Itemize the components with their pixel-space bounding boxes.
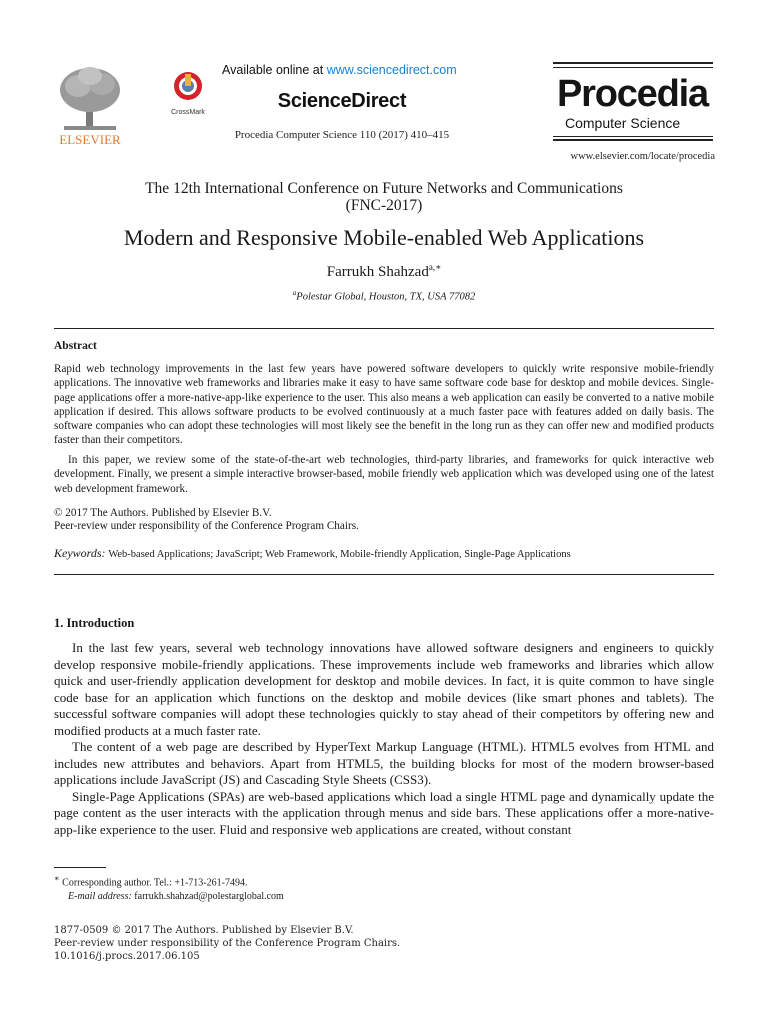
procedia-logo xyxy=(553,62,713,142)
conference-line-2: (FNC-2017) xyxy=(345,197,423,214)
conference-line-1: The 12th International Conference on Future Networks and Communications xyxy=(145,180,623,197)
procedia-subtitle: Computer Science xyxy=(565,115,681,131)
keywords xyxy=(54,546,571,561)
paper-title: Modern and Responsive Mobile-enabled Web Applications xyxy=(123,225,645,250)
keywords-text: Web-based Applications; JavaScript; Web Framework, Mobile-friendly Application, Single-Page Applications xyxy=(108,549,571,560)
abstract-bottom-rule xyxy=(54,574,714,575)
intro-paragraph-2: The content of a web page are described by HyperText Markup Language (HTML). HTML5 evolves from HTML and includes new attributes and behaviors. Apart from HTML5, the building blocks for most of the modern browser-based applications include JavaScript (JS) and Cascading Style Sheets (CSS3). xyxy=(54,739,714,787)
author-marks: a,∗ xyxy=(428,262,442,272)
abstract-heading: Abstract xyxy=(54,340,97,352)
footnote xyxy=(54,872,284,903)
section-heading-introduction: 1. Introduction xyxy=(54,616,135,630)
elsevier-logo xyxy=(50,62,130,148)
email-label: E-mail address: xyxy=(68,890,132,902)
publication-info xyxy=(54,924,400,964)
available-online xyxy=(222,63,457,77)
footnote-email xyxy=(54,890,284,904)
elsevier-tree-icon xyxy=(50,62,130,148)
intro-paragraph-3: Single-Page Applications (SPAs) are web-based applications which load a single HTML page and dynamically update the page content as the user interacts with the application through menus and side bars. These applications offer a more-native-app-like experience to the user. Fluid and responsive web applications are created, without constant xyxy=(54,788,714,837)
abstract-paragraph-1: Rapid web technology improvements in the last few years have powered software developers to quickly write responsive mobile-friendly applications. The innovative web frameworks and libraries make it easy to have same software code base for desktop and mobile devices. Single-page applications offer a more-native-app-like experience to the user. This also means a web application can easily be converted to a native mobile application if desired. This allows software products to be evolved continuously at a much faster pace with features added on daily basis. The software companies who can adopt these technologies will most likely see the benefit in the long run as they can offer new and modified products faster than their competitors. xyxy=(54,363,714,447)
copyright-notice: © 2017 The Authors. Published by Elsevier B.V. xyxy=(54,507,272,519)
crossmark-label: CrossMark xyxy=(171,109,205,116)
affiliation-text: Polestar Global, Houston, TX, USA 77082 xyxy=(296,291,476,303)
sciencedirect-logo: ScienceDirect xyxy=(277,90,407,112)
keywords-label: Keywords: xyxy=(54,546,106,560)
elsevier-url[interactable]: www.elsevier.com/locate/procedia xyxy=(570,151,715,162)
corresponding-author: Corresponding author. Tel.: +1-713-261-7494. xyxy=(62,877,248,889)
abstract-paragraph-2: In this paper, we review some of the state-of-the-art web technologies, third-party libraries, and frameworks for quick interactive web development. Finally, we present a simple interactive browser-based, mobile friendly web application which was developed using one of the latest web development framework. xyxy=(54,454,714,495)
author xyxy=(0,262,768,281)
peer-review-line: Peer-review under responsibility of the Conference Program Chairs. xyxy=(54,938,401,950)
footnote-rule xyxy=(54,867,106,868)
intro-paragraph-1: In the last few years, several web technology innovations have allowed software designers and engineers to quickly develop responsive mobile-friendly applications. These improvements include web frameworks and libraries which allow quick and user-friendly application development for desktop and mobile devices. In fact, it is quite common to have single code base for an application which functions on the desktop and mobile devices (like smart phones and tablets). The successful software companies will adopt these technologies quickly to stay ahead of their competitors by offering new and modified products at a much faster rate. xyxy=(54,640,714,738)
conference-name xyxy=(0,180,768,214)
elsevier-wordmark: ELSEVIER xyxy=(59,132,121,147)
crossmark-icon xyxy=(172,70,204,106)
introduction-body xyxy=(54,640,714,838)
abstract-top-rule xyxy=(54,328,714,329)
email-address[interactable]: farrukh.shahzad@polestarglobal.com xyxy=(134,890,284,902)
crossmark-badge[interactable] xyxy=(166,70,210,120)
affiliation-mark: a xyxy=(292,289,297,297)
affiliation xyxy=(0,289,768,303)
footnote-mark: ∗ xyxy=(54,874,60,883)
issn-line: 1877-0509 © 2017 The Authors. Published by Elsevier B.V. xyxy=(54,925,354,936)
sciencedirect-link[interactable]: www.sciencedirect.com xyxy=(326,63,457,77)
journal-reference: Procedia Computer Science 110 (2017) 410–415 xyxy=(234,129,450,141)
available-prefix: Available online at xyxy=(222,63,327,77)
doi-line[interactable]: 10.1016/j.procs.2017.06.105 xyxy=(54,951,200,963)
footnote-corresponding xyxy=(54,872,284,890)
peer-review-notice: Peer-review under responsibility of the Conference Program Chairs. xyxy=(54,520,359,532)
procedia-title: Procedia xyxy=(557,73,708,115)
author-name: Farrukh Shahzad xyxy=(326,264,429,280)
